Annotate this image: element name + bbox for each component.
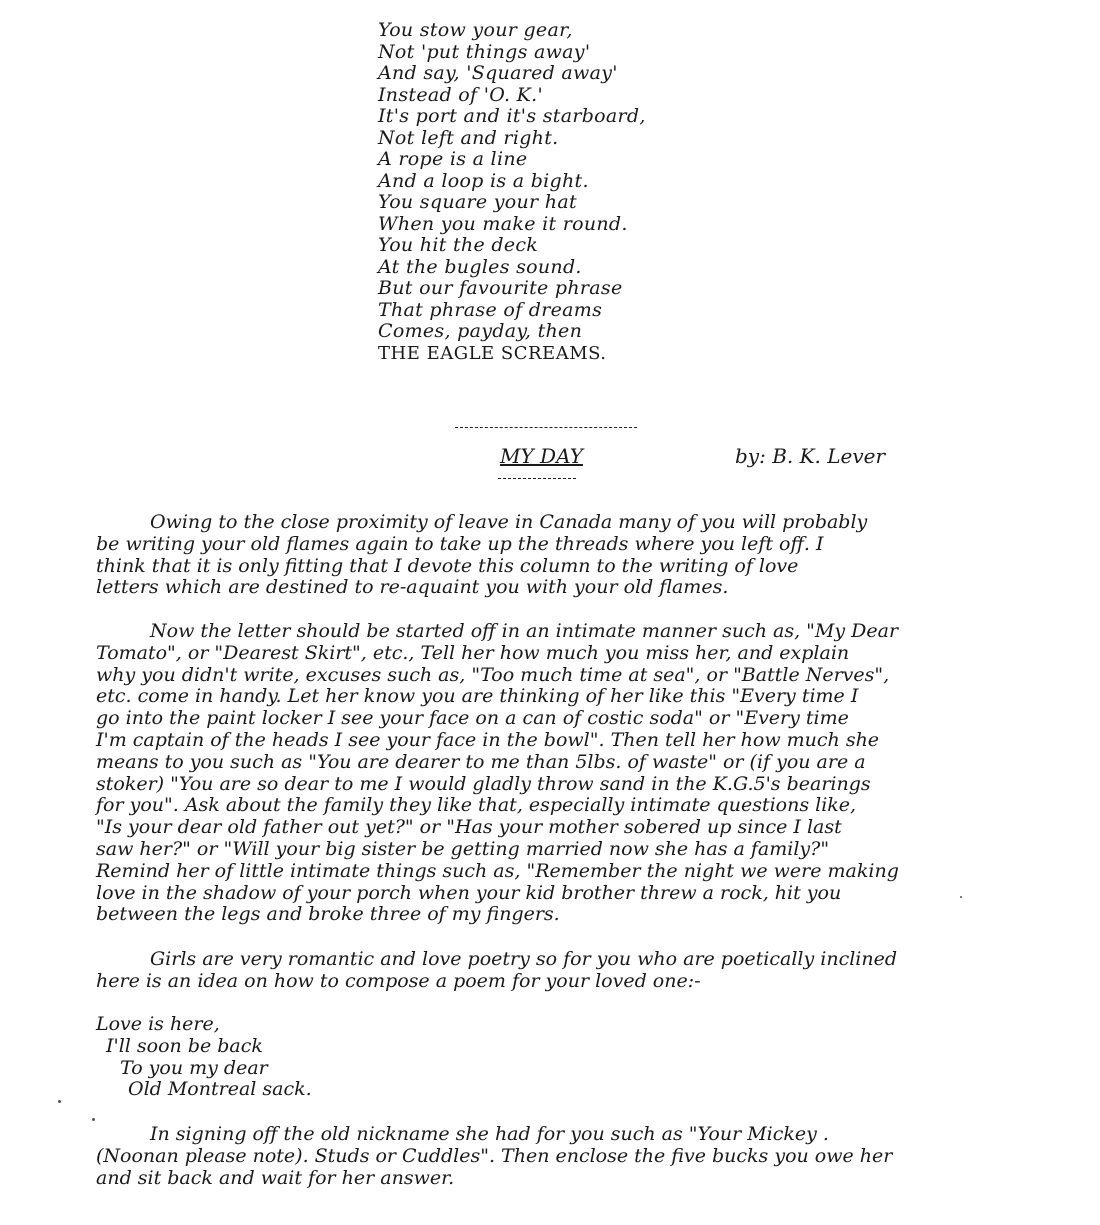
- paragraph-signoff: [96, 1124, 996, 1189]
- paragraph-intro: [96, 512, 996, 599]
- paragraph-line: Owing to the close proximity of leave in Canada many of you will probably: [150, 511, 868, 533]
- love-poem: [96, 1014, 312, 1101]
- poem-closing-line: THE EAGLE SCREAMS.: [378, 342, 607, 364]
- paragraph-line: saw her?" or "Will your big sister be getting married now she has a family?": [96, 837, 830, 860]
- article-byline: by: B. K. Lever: [735, 444, 886, 468]
- poem-line: When you make it round.: [378, 212, 628, 235]
- poem-line: A rope is a line: [378, 148, 528, 170]
- poem-line: And a loop is a bight.: [378, 169, 589, 192]
- navy-poem: [378, 20, 646, 364]
- poem-line: At the bugles sound.: [378, 255, 582, 278]
- paragraph-line: Girls are very romantic and love poetry so for you who are poetically inclined: [150, 948, 898, 970]
- paragraph-line: letters which are destined to re-aquaint you with your old flames.: [96, 576, 729, 599]
- love-poem-line: Love is here,: [96, 1013, 220, 1035]
- paragraph-poetry-intro: [96, 949, 996, 993]
- paragraph-line: (Noonan please note). Studs or Cuddles". Then enclose the five bucks you owe her: [96, 1144, 893, 1167]
- love-poem-line: To you my dear: [120, 1056, 268, 1079]
- poem-line: It's port and it's starboard,: [378, 105, 646, 127]
- paragraph-letter-advice: [96, 621, 996, 926]
- paragraph-line: Remind her of little intimate things such as, "Remember the night we were making: [96, 859, 899, 882]
- paragraph-line: In signing off the old nickname she had for you such as "Your Mickey .: [150, 1123, 829, 1145]
- poem-line: But our favourite phrase: [378, 277, 623, 299]
- poem-line: You stow your gear,: [378, 19, 573, 41]
- paragraph-line: between the legs and broke three of my fingers.: [96, 903, 560, 926]
- poem-line: Not 'put things away': [378, 40, 591, 63]
- poem-line: That phrase of dreams: [378, 298, 603, 321]
- poem-line: Comes, payday, then: [378, 320, 583, 342]
- title-underline-dash: [498, 478, 576, 479]
- scan-speck: [92, 1118, 95, 1121]
- paragraph-line: "Is your dear old father out yet?" or "Has your mother sobered up since I last: [96, 816, 842, 839]
- poem-line: You square your hat: [378, 191, 577, 213]
- paragraph-line: I'm captain of the heads I see your face in the bowl". Then tell her how much she: [96, 728, 880, 751]
- paragraph-line: here is an idea on how to compose a poem for your loved one:-: [96, 969, 701, 992]
- paragraph-line: etc. come in handy. Let her know you are thinking of her like this "Every time I: [96, 685, 859, 708]
- scan-speck: [58, 1100, 61, 1103]
- paragraph-line: and sit back and wait for her answer.: [96, 1166, 455, 1189]
- article-title: MY DAY: [500, 444, 583, 468]
- paragraph-line: Now the letter should be started off in an intimate manner such as, "My Dear: [150, 620, 899, 642]
- paragraph-line: means to you such as "You are dearer to me than 5lbs. of waste" or (if you are a: [96, 750, 866, 773]
- poem-line: Not left and right.: [378, 126, 559, 149]
- paragraph-line: for you". Ask about the family they like that, especially intimate questions like,: [96, 794, 857, 817]
- paragraph-line: Tomato", or "Dearest Skirt", etc., Tell her how much you miss her, and explain: [96, 641, 850, 664]
- love-poem-line: Old Montreal sack.: [128, 1078, 312, 1101]
- scan-speck: [960, 896, 962, 898]
- poem-line: You hit the deck: [378, 234, 539, 256]
- paragraph-line: be writing your old flames again to take up the threads where you left off. I: [96, 532, 824, 555]
- love-poem-line: I'll soon be back: [106, 1034, 263, 1057]
- paragraph-line: stoker) "You are so dear to me I would gladly throw sand in the K.G.5's bearings: [96, 772, 871, 795]
- paragraph-line: love in the shadow of your porch when your kid brother threw a rock, hit you: [96, 881, 842, 904]
- poem-line: And say, 'Squared away': [378, 62, 618, 84]
- poem-line: Instead of 'O. K.': [378, 83, 544, 106]
- paragraph-line: why you didn't write, excuses such as, "Too much time at sea", or "Battle Nerves",: [96, 663, 890, 686]
- section-divider: [455, 427, 637, 428]
- paragraph-line: go into the paint locker I see your face on a can of costic soda" or "Every time: [96, 707, 849, 730]
- paragraph-line: think that it is only fitting that I devote this column to the writing of love: [96, 554, 799, 577]
